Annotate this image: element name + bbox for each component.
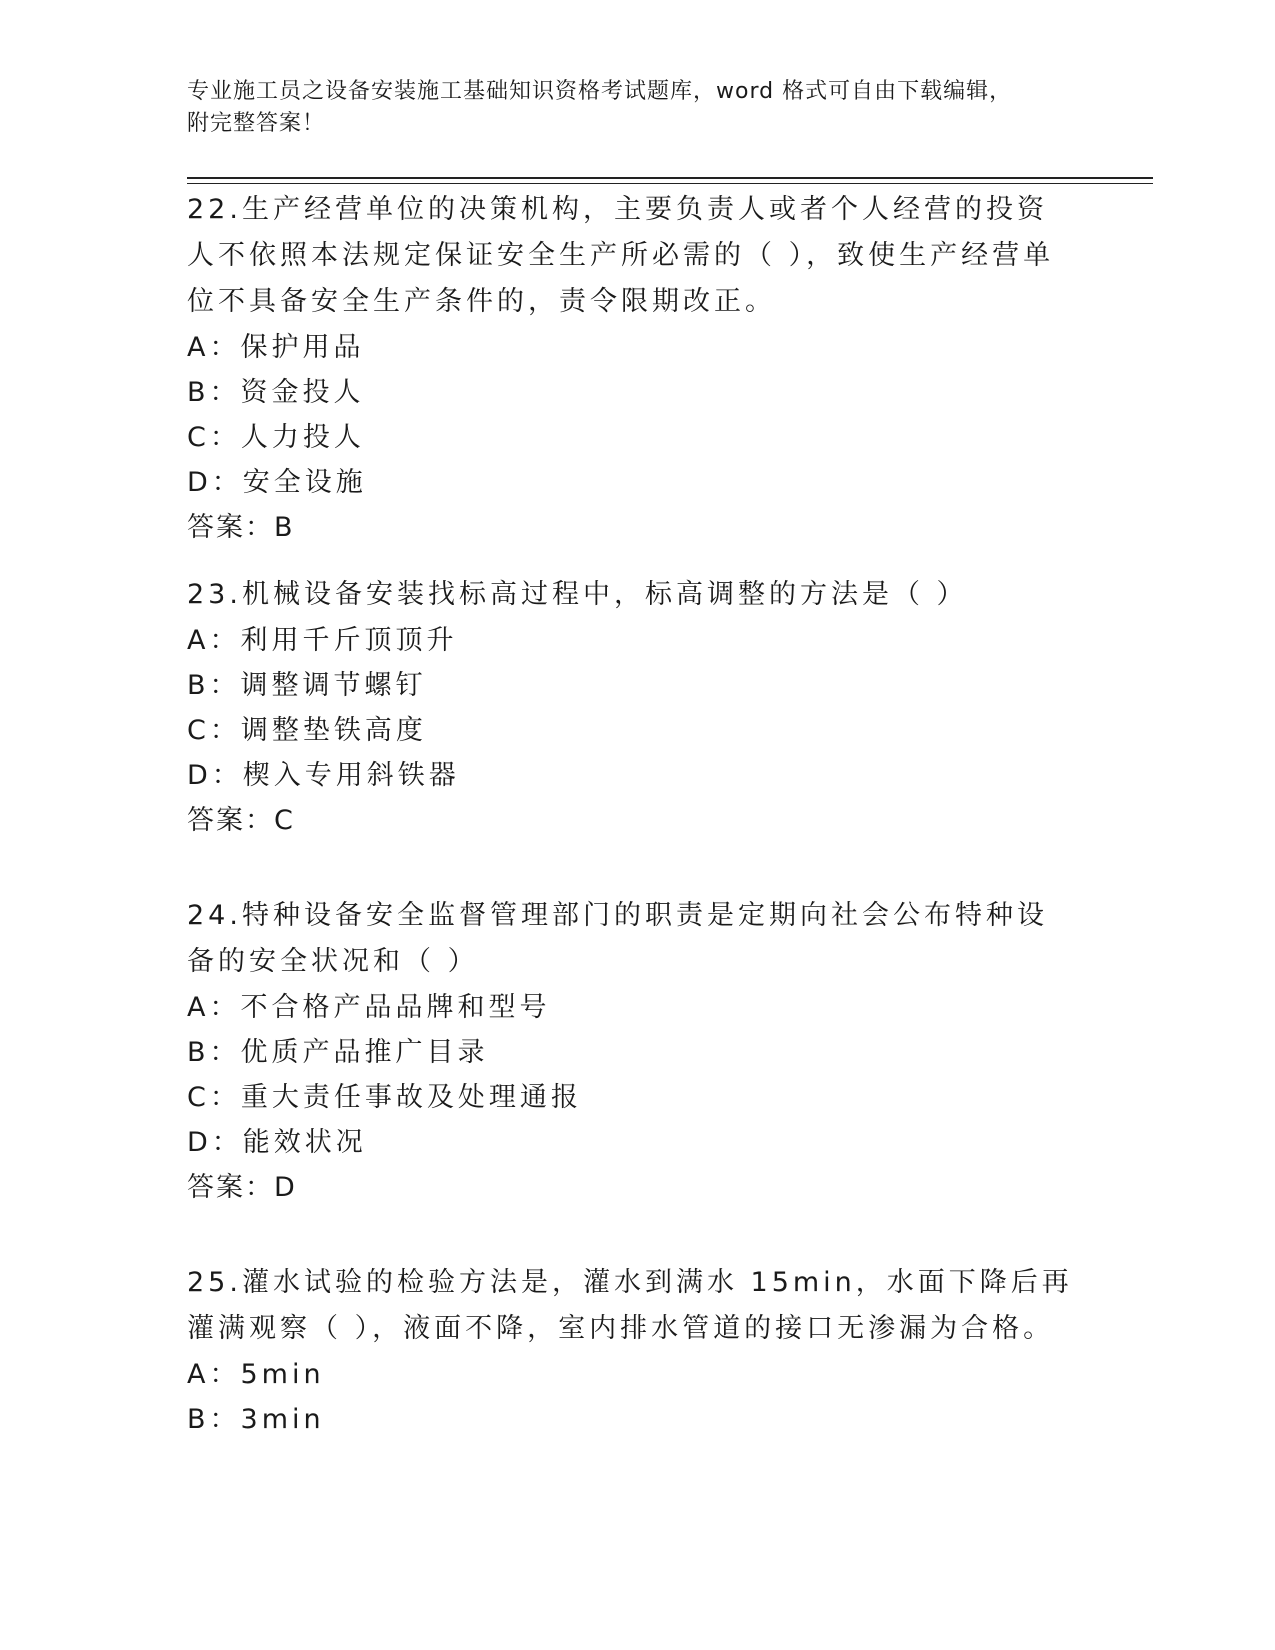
question-25: [187, 1260, 1087, 1442]
header-line-2: 附完整答案！: [187, 111, 326, 136]
answer-label: 答案：: [187, 1172, 274, 1203]
question-stem: 23.机械设备安装找标高过程中，标高调整的方法是（ ）: [187, 579, 968, 610]
answer-line: [187, 505, 1087, 551]
option-b: B：优质产品推广目录: [187, 1037, 489, 1068]
answer-value: B: [274, 512, 295, 543]
option-a: A：保护用品: [187, 332, 365, 363]
answer-value: D: [274, 1172, 297, 1203]
option-b: B：3min: [187, 1404, 325, 1435]
document-header: [187, 76, 1087, 140]
option-a: A：利用千斤顶顶升: [187, 625, 458, 656]
option-d: D：安全设施: [187, 467, 367, 498]
option-a: A：5min: [187, 1359, 325, 1390]
question-stem: 22.生产经营单位的决策机构，主要负责人或者个人经营的投资人不依照本法规定保证安全生产所必需的（ ），致使生产经营单位不具备安全生产条件的，责令限期改正。: [187, 194, 1055, 317]
question-22: [187, 187, 1087, 551]
option-c: C：调整垫铁高度: [187, 715, 427, 746]
question-24: [187, 893, 1087, 1211]
answer-label: 答案：: [187, 512, 274, 543]
answer-value: C: [274, 805, 295, 836]
option-a: A：不合格产品品牌和型号: [187, 992, 551, 1023]
header-divider-thin: [187, 183, 1153, 184]
header-divider-thick: [187, 177, 1153, 179]
option-c: C：人力投人: [187, 422, 365, 453]
option-c: C：重大责任事故及处理通报: [187, 1082, 582, 1113]
header-line-1: 专业施工员之设备安装施工基础知识资格考试题库，word 格式可自由下载编辑，: [187, 79, 1013, 104]
question-stem: 25.灌水试验的检验方法是，灌水到满水 15min，水面下降后再灌满观察（ ），液面不降，室内排水管道的接口无渗漏为合格。: [187, 1267, 1073, 1344]
answer-line: [187, 1165, 1087, 1211]
answer-line: [187, 798, 1087, 844]
option-b: B：调整调节螺钉: [187, 670, 427, 701]
option-b: B：资金投人: [187, 377, 365, 408]
answer-label: 答案：: [187, 805, 274, 836]
option-d: D：楔入专用斜铁器: [187, 760, 460, 791]
question-23: [187, 572, 1087, 844]
question-stem: 24.特种设备安全监督管理部门的职责是定期向社会公布特种设备的安全状况和（ ）: [187, 900, 1048, 977]
option-d: D：能效状况: [187, 1127, 367, 1158]
